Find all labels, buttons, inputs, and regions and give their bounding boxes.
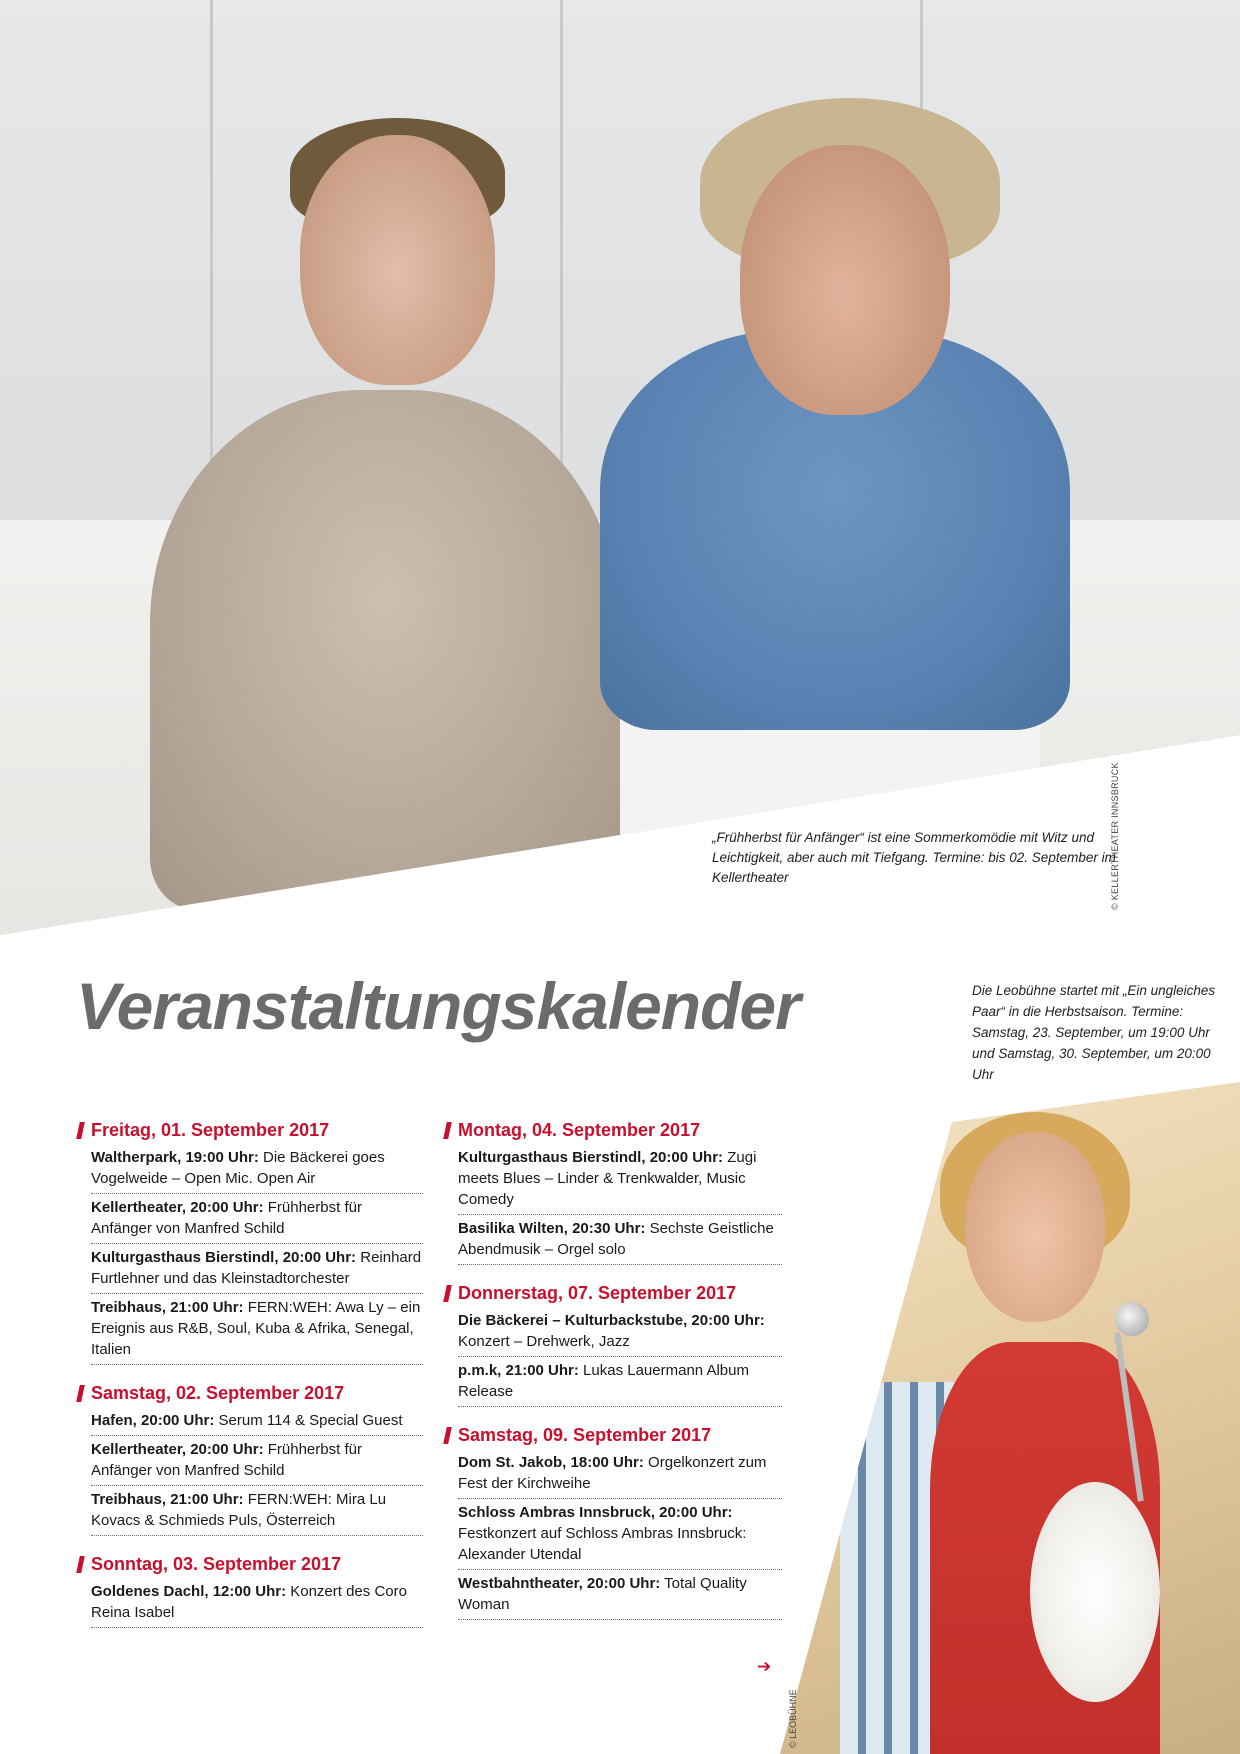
event-title: Serum 114 & Special Guest bbox=[214, 1412, 403, 1429]
event-title: Konzert des Coro Reina Isabel bbox=[91, 1583, 407, 1621]
ladle bbox=[1115, 1302, 1149, 1336]
event-item bbox=[458, 1499, 782, 1570]
day-date: Montag, 04. September 2017 bbox=[458, 1120, 701, 1140]
event-title: Lukas Lauermann Album Release bbox=[458, 1362, 749, 1400]
day-block bbox=[445, 1423, 782, 1620]
event-venue-time: Die Bäckerei – Kulturbackstube, 20:00 Uhr: bbox=[458, 1312, 765, 1329]
event-item bbox=[458, 1215, 782, 1265]
calendar-column-left bbox=[78, 1118, 423, 1644]
red-marker-icon bbox=[443, 1285, 452, 1302]
event-title: Orgelkonzert zum Fest der Kirchweihe bbox=[458, 1454, 767, 1492]
event-title: Konzert – Drehwerk, Jazz bbox=[458, 1333, 630, 1350]
photo-caption-right: Die Leobühne startet mit „Ein ungleiches Paar“ in die Herbstsaison. Termine: Samstag, 23. September, um 19:00 Uhr und Samstag, 30. September, um 20:00 Uhr bbox=[972, 983, 1216, 1082]
event-title: FERN:WEH: Awa Ly – ein Ereignis aus R&B, Soul, Kuba & Afrika, Senegal, Italien bbox=[91, 1299, 421, 1358]
red-marker-icon bbox=[76, 1385, 85, 1402]
event-title: Zugi meets Blues – Linder & Trenkwalder, Music Comedy bbox=[458, 1149, 757, 1208]
day-date: Sonntag, 03. September 2017 bbox=[91, 1554, 342, 1574]
red-marker-icon bbox=[443, 1122, 452, 1139]
page-title: Veranstaltungskalender bbox=[76, 969, 800, 1043]
event-venue-time: Kellertheater, 20:00 Uhr: bbox=[91, 1199, 264, 1216]
day-heading bbox=[445, 1423, 782, 1447]
actress-face bbox=[965, 1132, 1105, 1322]
photo-credit-bottom: © LEOBÜHNE bbox=[788, 1689, 798, 1748]
event-venue-time: Kellertheater, 20:00 Uhr: bbox=[91, 1441, 264, 1458]
day-heading bbox=[445, 1281, 782, 1305]
actress-face bbox=[300, 135, 495, 385]
event-title: FERN:WEH: Mira Lu Kovacs & Schmieds Puls, Österreich bbox=[91, 1491, 387, 1529]
day-block bbox=[78, 1381, 423, 1536]
event-item bbox=[91, 1486, 423, 1536]
day-heading bbox=[445, 1118, 782, 1142]
event-item bbox=[91, 1194, 423, 1244]
event-venue-time: p.m.k, 21:00 Uhr: bbox=[458, 1362, 579, 1379]
event-venue-time: Basilika Wilten, 20:30 Uhr: bbox=[458, 1220, 646, 1237]
actor-face bbox=[740, 145, 950, 415]
day-heading bbox=[78, 1118, 423, 1142]
event-title: Sechste Geistliche Abendmusik – Orgel solo bbox=[458, 1220, 774, 1258]
day-date: Freitag, 01. September 2017 bbox=[91, 1120, 330, 1140]
day-block bbox=[78, 1552, 423, 1628]
day-block bbox=[445, 1118, 782, 1265]
day-block bbox=[78, 1118, 423, 1365]
event-venue-time: Hafen, 20:00 Uhr: bbox=[91, 1412, 215, 1429]
event-title: Reinhard Furtlehner und das Kleinstadtorchester bbox=[91, 1249, 422, 1287]
event-item bbox=[458, 1570, 782, 1620]
event-venue-time: Schloss Ambras Innsbruck, 20:00 Uhr: bbox=[458, 1504, 733, 1521]
day-date: Donnerstag, 07. September 2017 bbox=[458, 1283, 737, 1303]
photo-caption-top: „Frühherbst für Anfänger“ ist eine Sommerkomödie mit Witz und Leichtigkeit, aber auch mit Tiefgang. Termine: bis 02. September im Kellertheater bbox=[712, 830, 1116, 885]
feather-duster bbox=[1030, 1482, 1160, 1702]
red-marker-icon bbox=[443, 1427, 452, 1444]
red-marker-icon bbox=[76, 1122, 85, 1139]
event-item bbox=[91, 1407, 423, 1436]
event-venue-time: Waltherpark, 19:00 Uhr: bbox=[91, 1149, 259, 1166]
event-venue-time: Kulturgasthaus Bierstindl, 20:00 Uhr: bbox=[91, 1249, 357, 1266]
day-date: Samstag, 02. September 2017 bbox=[91, 1383, 345, 1403]
day-block bbox=[445, 1281, 782, 1407]
calendar-column-right bbox=[445, 1118, 782, 1636]
actress-figure bbox=[150, 390, 620, 910]
event-venue-time: Goldenes Dachl, 12:00 Uhr: bbox=[91, 1583, 287, 1600]
event-venue-time: Dom St. Jakob, 18:00 Uhr: bbox=[458, 1454, 644, 1471]
event-title: Frühherbst für Anfänger von Manfred Schild bbox=[91, 1199, 362, 1237]
event-item bbox=[91, 1436, 423, 1486]
event-title: Total Quality Woman bbox=[458, 1575, 747, 1613]
event-item bbox=[91, 1244, 423, 1294]
event-title: Frühherbst für Anfänger von Manfred Schild bbox=[91, 1441, 362, 1479]
event-title: Die Bäckerei goes Vogelweide – Open Mic. Open Air bbox=[91, 1149, 385, 1187]
event-item bbox=[91, 1578, 423, 1628]
photo-credit-top: © KELLERTHEATER INNSBRUCK bbox=[1110, 762, 1120, 910]
event-venue-time: Treibhaus, 21:00 Uhr: bbox=[91, 1491, 244, 1508]
event-venue-time: Kulturgasthaus Bierstindl, 20:00 Uhr: bbox=[458, 1149, 724, 1166]
next-page-arrow-icon[interactable]: ➔ bbox=[757, 1657, 772, 1676]
event-item bbox=[458, 1449, 782, 1499]
event-venue-time: Treibhaus, 21:00 Uhr: bbox=[91, 1299, 244, 1316]
event-item bbox=[458, 1357, 782, 1407]
event-item bbox=[91, 1144, 423, 1194]
day-heading bbox=[78, 1381, 423, 1405]
day-heading bbox=[78, 1552, 423, 1576]
event-item bbox=[91, 1294, 423, 1365]
event-venue-time: Westbahntheater, 20:00 Uhr: bbox=[458, 1575, 661, 1592]
day-date: Samstag, 09. September 2017 bbox=[458, 1425, 712, 1445]
event-item bbox=[458, 1144, 782, 1215]
event-title: Festkonzert auf Schloss Ambras Innsbruck: Alexander Utendal bbox=[458, 1525, 747, 1563]
leobuehne-photo bbox=[780, 1082, 1240, 1754]
event-item bbox=[458, 1307, 782, 1357]
red-marker-icon bbox=[76, 1556, 85, 1573]
